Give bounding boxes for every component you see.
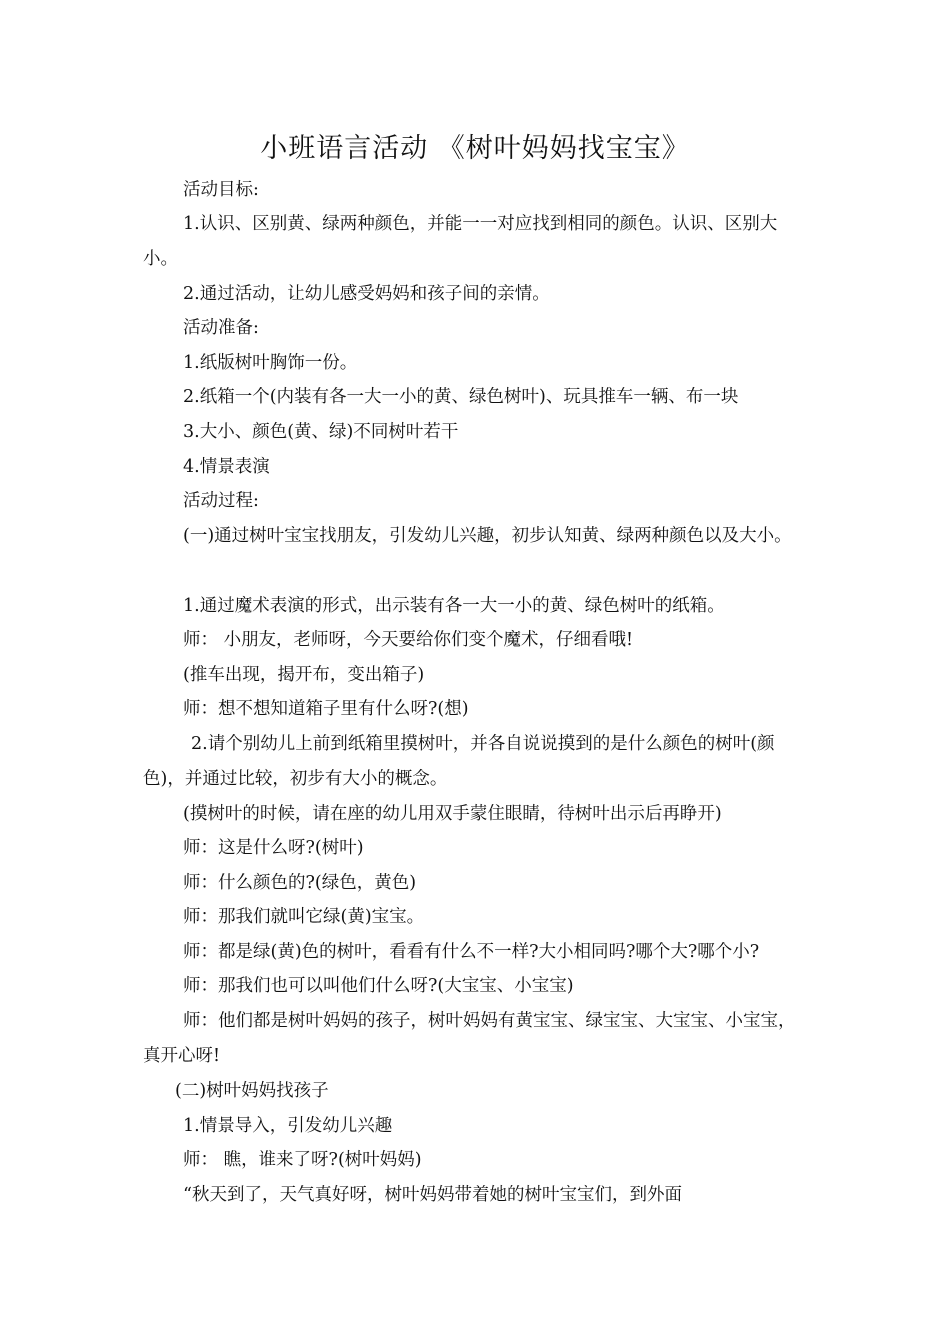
section-heading-process: 活动过程: [183, 491, 259, 511]
paragraph: 师：这是什么呀?(树叶) [183, 838, 364, 858]
paragraph: 2.纸箱一个(内装有各一大一小的黄、绿色树叶)、玩具推车一辆、布一块 [183, 387, 739, 407]
paragraph: 师：那我们也可以叫他们什么呀?(大宝宝、小宝宝) [183, 976, 574, 996]
paragraph: 1.情景导入，引发幼儿兴趣 [183, 1116, 393, 1136]
section-heading-find-children: (二)树叶妈妈找孩子 [175, 1081, 329, 1101]
paragraph: 4.情景表演 [183, 457, 270, 477]
paragraph: 师：他们都是树叶妈妈的孩子，树叶妈妈有黄宝宝、绿宝宝、大宝宝、小宝宝，真开心呀! [143, 1011, 796, 1066]
paragraph: 1.认识、区别黄、绿两种颜色，并能一一对应找到相同的颜色。认识、区别大小。 [143, 214, 778, 269]
paragraph: 师：那我们就叫它绿(黄)宝宝。 [183, 907, 425, 927]
paragraph: 师： 小朋友，老师呀，今天要给你们变个魔术，仔细看哦! [183, 630, 634, 650]
paragraph: (推车出现，揭开布，变出箱子) [183, 665, 425, 685]
paragraph: 师：都是绿(黄)色的树叶，看看有什么不一样?大小相同吗?哪个大?哪个小? [183, 942, 760, 962]
paragraph: (一)通过树叶宝宝找朋友，引发幼儿兴趣，初步认知黄、绿两种颜色以及大小。 [183, 526, 792, 546]
document-title: 小班语言活动 《树叶妈妈找宝宝》 [260, 133, 690, 164]
paragraph: 师：想不想知道箱子里有什么呀?(想) [183, 699, 469, 719]
section-heading-goals: 活动目标: [183, 180, 259, 200]
paragraph: 师： 瞧，谁来了呀?(树叶妈妈) [183, 1150, 422, 1170]
paragraph: 3.大小、颜色(黄、绿)不同树叶若干 [183, 422, 459, 442]
paragraph: (摸树叶的时候，请在座的幼儿用双手蒙住眼睛，待树叶出示后再睁开) [183, 804, 722, 824]
paragraph: 2.通过活动，让幼儿感受妈妈和孩子间的亲情。 [183, 284, 550, 304]
section-heading-preparation: 活动准备: [183, 318, 259, 338]
paragraph: “秋天到了，天气真好呀，树叶妈妈带着她的树叶宝宝们，到外面 [183, 1185, 682, 1205]
paragraph: 1.纸版树叶胸饰一份。 [183, 353, 358, 373]
paragraph: 师：什么颜色的?(绿色，黄色) [183, 873, 417, 893]
paragraph: 2.请个别幼儿上前到纸箱里摸树叶，并各自说说摸到的是什么颜色的树叶(颜色)，并通过比较，初步有大小的概念。 [143, 734, 775, 789]
paragraph: 1.通过魔术表演的形式，出示装有各一大一小的黄、绿色树叶的纸箱。 [183, 596, 725, 616]
